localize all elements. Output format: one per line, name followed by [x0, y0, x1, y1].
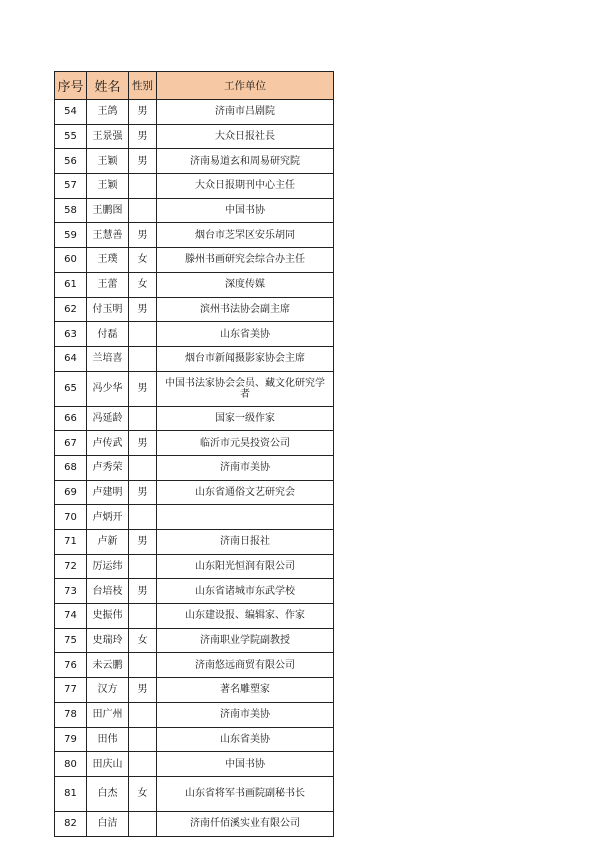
row-name: 付玉明: [87, 297, 129, 322]
table-row: [55, 248, 334, 273]
row-work-unit: 济南日报社: [157, 530, 334, 555]
header-number: 序号: [55, 72, 87, 100]
row-number: 54: [55, 100, 87, 125]
row-gender: 男: [129, 579, 157, 604]
row-name: 卢秀荣: [87, 455, 129, 480]
row-name: 王颖: [87, 174, 129, 199]
table-row: [55, 505, 334, 530]
row-work-unit: 烟台市芝罘区安乐胡同: [157, 223, 334, 248]
row-work-unit: 山东省将军书画院副秘书长: [157, 776, 334, 811]
row-gender: [129, 702, 157, 727]
table-row: [55, 678, 334, 703]
row-number: 67: [55, 431, 87, 456]
row-gender: [129, 455, 157, 480]
row-work-unit: 济南悠远商贸有限公司: [157, 653, 334, 678]
row-work-unit: 国家一级作家: [157, 406, 334, 431]
table-row: [55, 100, 334, 125]
row-name: 王慧善: [87, 223, 129, 248]
row-work-unit: 中国书协: [157, 752, 334, 777]
row-gender: 男: [129, 431, 157, 456]
row-work-unit: 山东建设报、编辑家、作家: [157, 604, 334, 629]
row-name: 卢新: [87, 530, 129, 555]
row-number: 81: [55, 776, 87, 811]
row-number: 73: [55, 579, 87, 604]
row-name: 卢传武: [87, 431, 129, 456]
row-name: 汉方: [87, 678, 129, 703]
row-name: 白洁: [87, 811, 129, 836]
row-name: 冯少华: [87, 371, 129, 406]
row-work-unit: 山东省通俗文艺研究会: [157, 480, 334, 505]
table-row: [55, 198, 334, 223]
header-name: 姓名: [87, 72, 129, 100]
row-gender: 男: [129, 480, 157, 505]
row-name: 田庆山: [87, 752, 129, 777]
row-gender: 男: [129, 297, 157, 322]
row-work-unit: [157, 505, 334, 530]
row-work-unit: 济南职业学院副教授: [157, 628, 334, 653]
row-number: 60: [55, 248, 87, 273]
row-gender: [129, 811, 157, 836]
row-work-unit: 大众日报期刊中心主任: [157, 174, 334, 199]
table-row: [55, 727, 334, 752]
row-gender: [129, 406, 157, 431]
row-number: 65: [55, 371, 87, 406]
row-work-unit: 济南市美协: [157, 455, 334, 480]
row-number: 77: [55, 678, 87, 703]
row-name: 台培枝: [87, 579, 129, 604]
table-row: [55, 455, 334, 480]
row-name: 王鸽: [87, 100, 129, 125]
row-gender: 男: [129, 149, 157, 174]
row-gender: 女: [129, 628, 157, 653]
row-number: 78: [55, 702, 87, 727]
row-gender: [129, 322, 157, 347]
row-name: 田伟: [87, 727, 129, 752]
row-number: 58: [55, 198, 87, 223]
row-name: 王鹏图: [87, 198, 129, 223]
row-name: 白杰: [87, 776, 129, 811]
row-gender: 男: [129, 678, 157, 703]
row-name: 史瑞玲: [87, 628, 129, 653]
row-name: 卢炳开: [87, 505, 129, 530]
row-work-unit: 烟台市新闻摄影家协会主席: [157, 346, 334, 371]
row-work-unit: 山东阳光恒润有限公司: [157, 554, 334, 579]
row-number: 69: [55, 480, 87, 505]
row-gender: 男: [129, 371, 157, 406]
row-number: 75: [55, 628, 87, 653]
row-work-unit: 中国书法家协会会员、藏文化研究学者: [157, 371, 334, 406]
row-work-unit: 滨州书法协会副主席: [157, 297, 334, 322]
row-number: 71: [55, 530, 87, 555]
row-gender: [129, 505, 157, 530]
row-gender: [129, 604, 157, 629]
table-row: [55, 322, 334, 347]
row-name: 田广州: [87, 702, 129, 727]
table-row: [55, 371, 334, 406]
row-work-unit: 济南仟佰溪实业有限公司: [157, 811, 334, 836]
header-row: [55, 72, 334, 100]
row-work-unit: 山东省美协: [157, 322, 334, 347]
row-number: 76: [55, 653, 87, 678]
table-row: [55, 653, 334, 678]
row-gender: 男: [129, 530, 157, 555]
row-gender: [129, 727, 157, 752]
table-row: [55, 124, 334, 149]
row-number: 68: [55, 455, 87, 480]
row-gender: [129, 198, 157, 223]
row-number: 82: [55, 811, 87, 836]
row-name: 厉运纬: [87, 554, 129, 579]
table-row: [55, 702, 334, 727]
row-work-unit: 济南易道玄和周易研究院: [157, 149, 334, 174]
member-table: [54, 71, 334, 837]
table-row: [55, 776, 334, 811]
row-number: 55: [55, 124, 87, 149]
table-row: [55, 346, 334, 371]
row-number: 57: [55, 174, 87, 199]
row-name: 王蕾: [87, 272, 129, 297]
table-row: [55, 272, 334, 297]
row-number: 79: [55, 727, 87, 752]
row-gender: 女: [129, 776, 157, 811]
table-row: [55, 297, 334, 322]
row-number: 74: [55, 604, 87, 629]
table-row: [55, 579, 334, 604]
row-work-unit: 中国书协: [157, 198, 334, 223]
row-number: 64: [55, 346, 87, 371]
row-work-unit: 山东省美协: [157, 727, 334, 752]
table-row: [55, 604, 334, 629]
row-number: 59: [55, 223, 87, 248]
row-number: 80: [55, 752, 87, 777]
row-gender: 女: [129, 272, 157, 297]
row-work-unit: 深度传媒: [157, 272, 334, 297]
row-gender: [129, 653, 157, 678]
row-number: 63: [55, 322, 87, 347]
header-gender: 性别: [129, 72, 157, 100]
row-work-unit: 济南市美协: [157, 702, 334, 727]
row-work-unit: 山东省诸城市东武学校: [157, 579, 334, 604]
table-row: [55, 223, 334, 248]
row-work-unit: 济南市吕剧院: [157, 100, 334, 125]
table-row: [55, 431, 334, 456]
table-row: [55, 174, 334, 199]
row-number: 72: [55, 554, 87, 579]
row-name: 冯延龄: [87, 406, 129, 431]
row-work-unit: 著名雕塑家: [157, 678, 334, 703]
row-gender: 男: [129, 100, 157, 125]
table-row: [55, 554, 334, 579]
row-number: 56: [55, 149, 87, 174]
row-name: 王景强: [87, 124, 129, 149]
row-work-unit: 滕州书画研究会综合办主任: [157, 248, 334, 273]
row-work-unit: 大众日报社長: [157, 124, 334, 149]
row-number: 61: [55, 272, 87, 297]
row-gender: [129, 174, 157, 199]
table-row: [55, 628, 334, 653]
header-work-unit: 工作单位: [157, 72, 334, 100]
row-name: 卢建明: [87, 480, 129, 505]
row-gender: [129, 554, 157, 579]
table-row: [55, 480, 334, 505]
row-gender: 男: [129, 223, 157, 248]
row-number: 62: [55, 297, 87, 322]
row-work-unit: 临沂市元昊投资公司: [157, 431, 334, 456]
row-name: 兰培喜: [87, 346, 129, 371]
row-name: 未云鹏: [87, 653, 129, 678]
table-row: [55, 811, 334, 836]
table-row: [55, 530, 334, 555]
row-gender: 男: [129, 124, 157, 149]
row-name: 付磊: [87, 322, 129, 347]
table-row: [55, 752, 334, 777]
table-row: [55, 149, 334, 174]
table-row: [55, 406, 334, 431]
row-name: 王颖: [87, 149, 129, 174]
row-gender: [129, 346, 157, 371]
row-name: 史振伟: [87, 604, 129, 629]
row-gender: 女: [129, 248, 157, 273]
row-name: 王璞: [87, 248, 129, 273]
row-number: 70: [55, 505, 87, 530]
row-gender: [129, 752, 157, 777]
row-number: 66: [55, 406, 87, 431]
